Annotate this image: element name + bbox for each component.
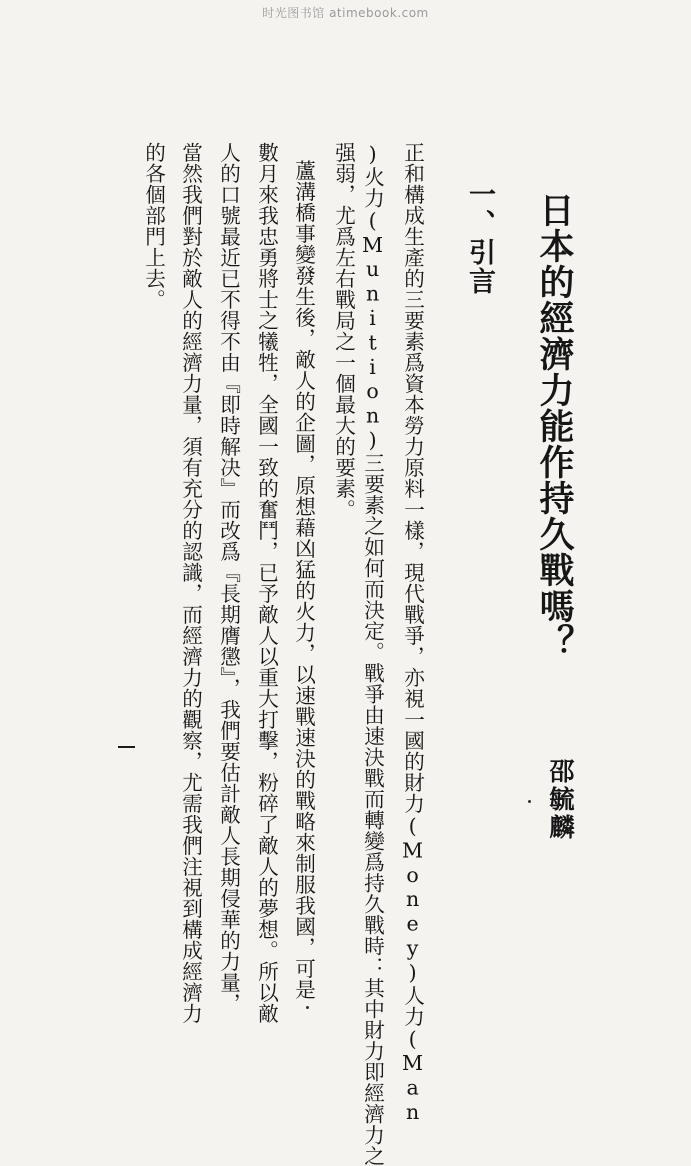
text-column: 數月來我忠勇將士之犧牲，全國一致的奮鬥，已予敵人以重大打擊，粉碎了敵人的夢想。所以敵 [254,142,279,1024]
text-column: 當然我們對於敵人的經濟力量，須有充分的認識，而經濟力的觀察，尤需我們注視到構成經濟力 [178,142,203,1024]
section-heading: 一、引言 [464,180,495,296]
text-column: 人的口號最近已不得不由『即時解决』而改爲『長期膺懲』，我們要估計敵人長期侵華的力量， [216,142,241,1014]
text-column: 的各個部門上去。 [141,142,166,310]
ink-speck [306,1006,309,1009]
text-column: 蘆溝橋事變發生後，敵人的企圖，原想藉凶猛的火力，以速戰速決的戰略來制服我國，可是 [291,160,316,1000]
watermark: 时光图书馆 atimebook.com [262,6,429,20]
ink-speck [528,800,531,803]
page-mark [118,746,135,748]
text-column: 正和構成生產的三要素爲資本勞力原料一樣，現代戰爭，亦視一國的財力(Money)人力(Man [400,142,425,1125]
article-title: 日本的經濟力能作持久戰嗎？ [534,192,575,660]
author-name: 邵毓麟 [546,758,575,842]
text-column: 强弱，尤爲左右戰局之一個最大的要素。 [331,142,356,520]
text-column: )火力(Munition)三要素之如何而決定。戰爭由速決戰而轉變爲持久戰時：其中財力即經濟力之 [360,142,385,1166]
